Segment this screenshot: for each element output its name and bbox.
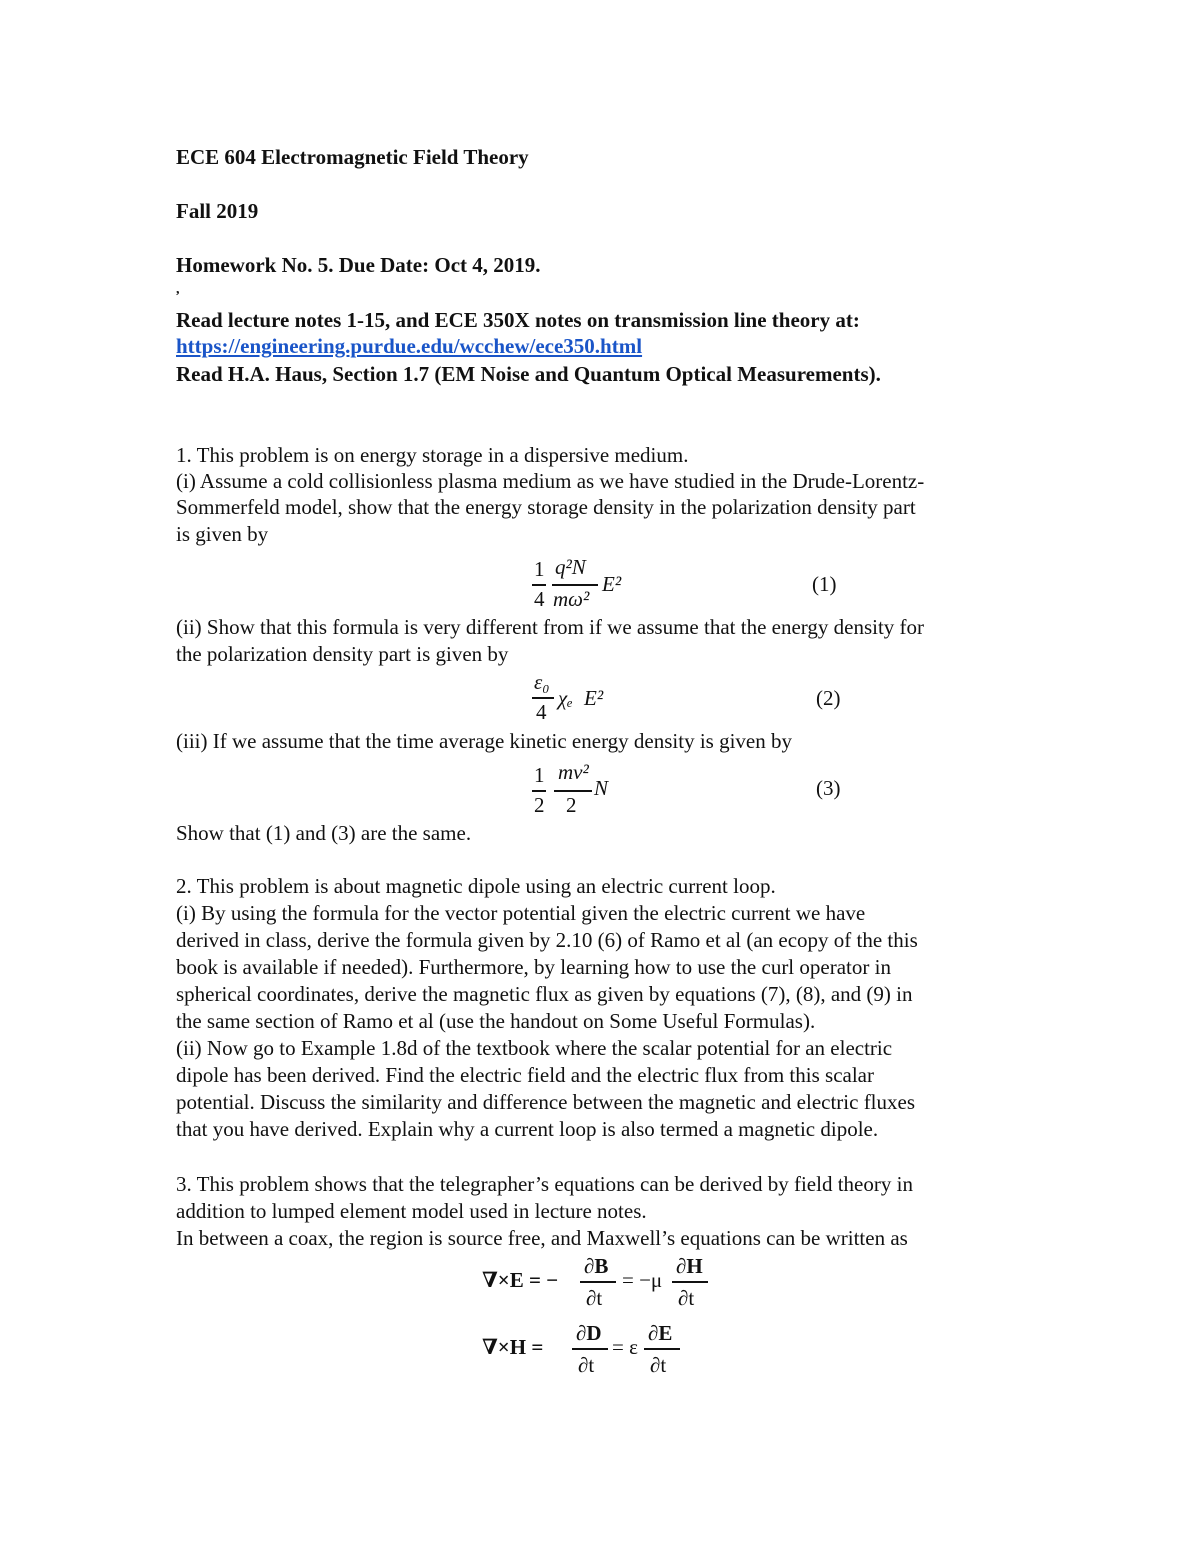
maxwell-de: ∂E xyxy=(648,1321,673,1345)
eq1-bar-2 xyxy=(552,584,598,586)
homework-due: Homework No. 5. Due Date: Oct 4, 2019. xyxy=(176,253,541,277)
problem-2-line-7: (ii) Now go to Example 1.8d of the textbook where the scalar potential for an electric xyxy=(176,1036,893,1060)
maxwell-eq-eps: = ε xyxy=(612,1335,638,1359)
problem-1-part-ii-line-2: the polarization density part is given by xyxy=(176,642,509,666)
reading-assignment-2: Read H.A. Haus, Section 1.7 (EM Noise and Quantum Optical Measurements). xyxy=(176,362,881,386)
eq3-bar-2 xyxy=(554,790,592,792)
eq1-numerator-q2n: q²N xyxy=(555,555,586,579)
problem-2-line-5: spherical coordinates, derive the magnetic flux as given by equations (7), (8), and (9) in xyxy=(176,982,913,1006)
eq3-numerator-mv2: mv² xyxy=(558,760,589,784)
problem-2-line-6: the same section of Ramo et al (use the handout on Some Useful Formulas). xyxy=(176,1009,816,1033)
eq3-bar-1 xyxy=(532,790,546,792)
maxwell-curl-e: ∇×E = − xyxy=(482,1268,559,1292)
problem-1-intro: 1. This problem is on energy storage in a dispersive medium. xyxy=(176,443,689,467)
maxwell-dt-2: ∂t xyxy=(678,1286,695,1310)
maxwell-dt-1: ∂t xyxy=(586,1286,603,1310)
eq1-numerator-1: 1 xyxy=(534,557,545,581)
maxwell-bar-1 xyxy=(580,1281,616,1283)
maxwell-dh: ∂H xyxy=(676,1254,703,1278)
eq1-denominator-4: 4 xyxy=(534,587,545,611)
eq3-denominator-2a: 2 xyxy=(534,793,545,817)
course-title: ECE 604 Electromagnetic Field Theory xyxy=(176,145,529,169)
problem-2-line-4: book is available if needed). Furthermore, by learning how to use the curl operator in xyxy=(176,955,891,979)
problem-1-part-i-line-2: Sommerfeld model, show that the energy storage density in the polarization density part xyxy=(176,495,916,519)
eq2-label: (2) xyxy=(816,686,841,710)
ece350-link[interactable]: https://engineering.purdue.edu/wcchew/ece350.html xyxy=(176,334,643,358)
maxwell-bar-3 xyxy=(572,1348,608,1350)
eq3-numerator-1: 1 xyxy=(534,763,545,787)
problem-1-part-ii-line-1: (ii) Show that this formula is very different from if we assume that the energy density for xyxy=(176,615,925,639)
eq2-denominator-4: 4 xyxy=(536,700,547,724)
maxwell-curl-h: ∇×H = xyxy=(482,1335,544,1359)
problem-1-conclusion: Show that (1) and (3) are the same. xyxy=(176,821,472,845)
term: Fall 2019 xyxy=(176,199,259,223)
problem-3-line-1: 3. This problem shows that the telegrapher’s equations can be derived by field theory in xyxy=(176,1172,913,1196)
maxwell-db: ∂B xyxy=(584,1254,609,1278)
eq2-chi-e: χₑ xyxy=(558,686,573,710)
maxwell-dt-3: ∂t xyxy=(578,1353,595,1377)
eq1-e2: E² xyxy=(602,572,622,596)
eq2-eps0: ε₀ xyxy=(534,670,550,694)
maxwell-dd: ∂D xyxy=(576,1321,602,1345)
problem-1-part-iii: (iii) If we assume that the time average kinetic energy density is given by xyxy=(176,729,793,753)
maxwell-bar-2 xyxy=(672,1281,708,1283)
problem-1-part-i-line-1: (i) Assume a cold collisionless plasma medium as we have studied in the Drude-Lorentz- xyxy=(176,469,925,493)
maxwell-eq-mu: = −μ xyxy=(622,1268,663,1292)
problem-2-line-1: 2. This problem is about magnetic dipole using an electric current loop. xyxy=(176,874,776,898)
problem-3-line-3: In between a coax, the region is source free, and Maxwell’s equations can be written as xyxy=(176,1226,908,1250)
eq1-denominator-momega: mω² xyxy=(553,587,590,611)
problem-2-line-10: that you have derived. Explain why a current loop is also termed a magnetic dipole. xyxy=(176,1117,879,1141)
problem-3-line-2: addition to lumped element model used in lecture notes. xyxy=(176,1199,647,1223)
problem-2-line-8: dipole has been derived. Find the electric field and the electric flux from this scalar xyxy=(176,1063,874,1087)
reading-assignment-1: Read lecture notes 1-15, and ECE 350X notes on transmission line theory at: xyxy=(176,308,860,332)
eq3-label: (3) xyxy=(816,776,841,800)
eq1-label: (1) xyxy=(812,572,837,596)
problem-2-line-3: derived in class, derive the formula given by 2.10 (6) of Ramo et al (an ecopy of the this xyxy=(176,928,918,952)
eq2-e2: E² xyxy=(584,686,604,710)
maxwell-bar-4 xyxy=(644,1348,680,1350)
eq2-bar xyxy=(532,697,554,699)
problem-2-line-9: potential. Discuss the similarity and difference between the magnetic and electric fluxes xyxy=(176,1090,916,1114)
eq1-bar-1 xyxy=(532,584,546,586)
eq3-denominator-2b: 2 xyxy=(566,793,577,817)
problem-1-part-i-line-3: is given by xyxy=(176,522,269,546)
stray-mark: , xyxy=(176,282,180,297)
maxwell-dt-4: ∂t xyxy=(650,1353,667,1377)
eq3-n: N xyxy=(594,776,609,800)
problem-2-line-2: (i) By using the formula for the vector potential given the electric current we have xyxy=(176,901,866,925)
